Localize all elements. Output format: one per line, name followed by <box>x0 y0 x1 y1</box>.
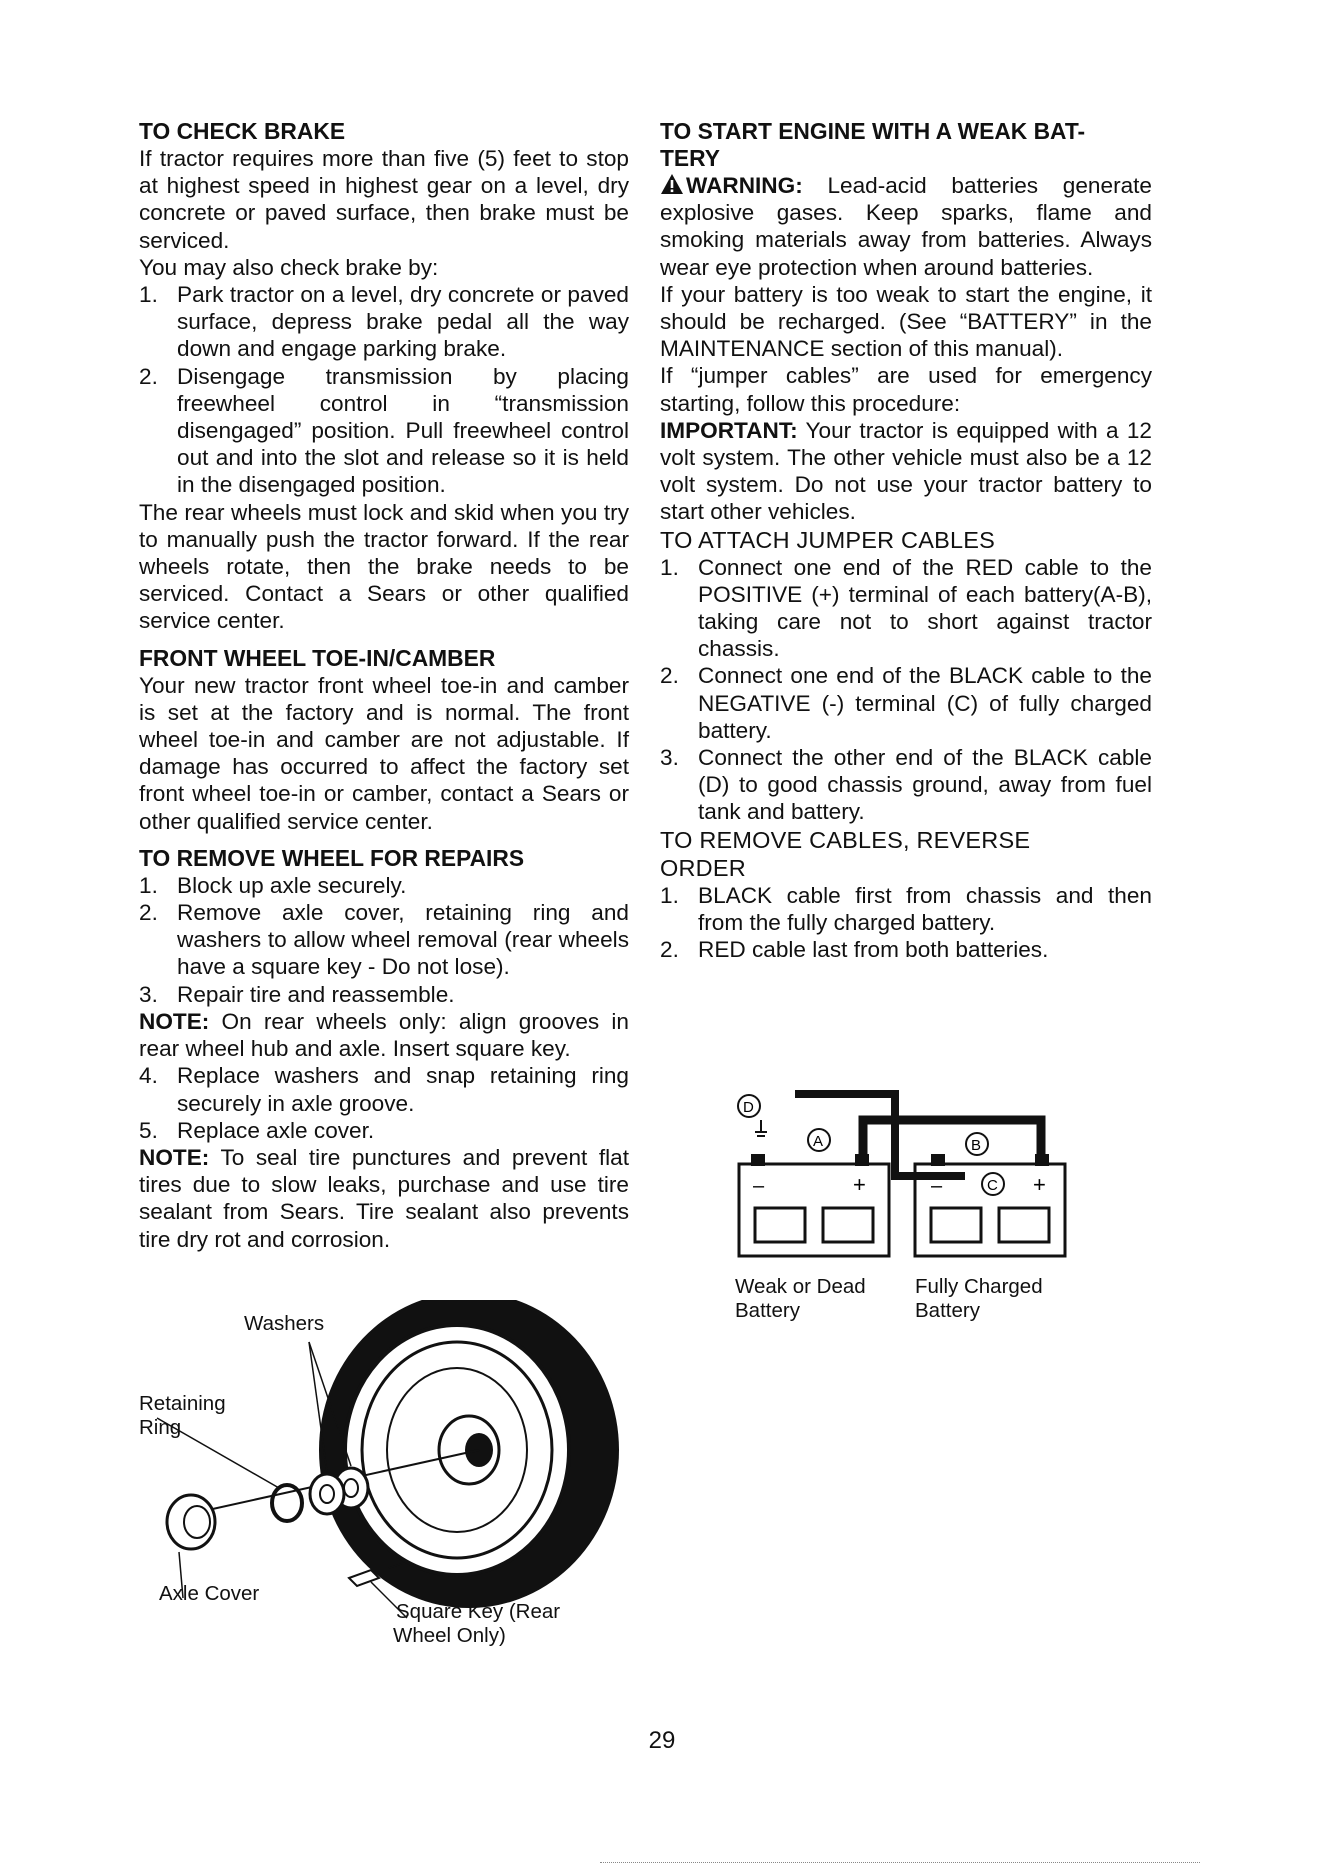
label-b: B <box>971 1137 982 1154</box>
weak-battery-label-1: Weak or Dead <box>735 1275 866 1298</box>
recharge-text: If your battery is too weak to start the engine, it should be recharged. (See “BATTERY” in the MAINTENANCE section of this manual). <box>660 281 1152 362</box>
toe-in-heading: FRONT WHEEL TOE-IN/CAMBER <box>139 644 496 671</box>
left-column <box>139 118 629 1253</box>
battery-diagram <box>735 1080 1075 1260</box>
label-d: D <box>743 1099 754 1116</box>
weak-battery-heading-1: TO START ENGINE WITH A WEAK BAT- <box>660 118 1086 144</box>
check-brake-outro: The rear wheels must lock and skid when you try to manually push the tractor forward. If the rear wheels rotate, then the brake needs to be serviced. Contact a Sears or other qualified service center. <box>139 499 629 634</box>
list-item: 1. Block up axle securely. <box>139 872 407 898</box>
remove-cables-steps <box>660 882 1152 964</box>
check-brake-steps <box>139 281 629 499</box>
weak-battery-heading-2: TERY <box>660 145 720 171</box>
wheel-illustration <box>139 1300 639 1660</box>
label-c: C <box>987 1177 998 1194</box>
list-item: 3. Connect the other end of the BLACK cable (D) to good chassis ground, away from fuel tank and battery. <box>660 745 1152 825</box>
jumper-cables-text: If “jumper cables” are used for emergency starting, follow this procedure: <box>660 363 1152 416</box>
check-brake-also: You may also check brake by: <box>139 254 439 280</box>
plus-charged: + <box>1033 1172 1046 1197</box>
list-item: 5. Replace axle cover. <box>139 1117 375 1143</box>
minus-charged: – <box>931 1175 943 1197</box>
washers-label: Washers <box>244 1312 325 1335</box>
right-column <box>660 118 1152 963</box>
list-item: 1. BLACK cable first from chassis and then from the fully charged battery. <box>660 882 1152 935</box>
list-item: 2. Disengage transmission by placing freewheel control in “transmission disengaged” position. Pull freewheel control out and into the slot and release so it is held in the disengaged position. <box>139 363 629 498</box>
label-a: A <box>813 1133 824 1150</box>
remove-cables-heading-2: ORDER <box>660 854 746 881</box>
square-key-label-1: Square Key (Rear <box>396 1600 561 1623</box>
bottom-edge-artifact <box>600 1862 1200 1863</box>
note-tire-sealant: NOTE: To seal tire punctures and prevent flat tires due to slow leaks, purchase and use tire sealant from Sears. Tire sealant also prevents tire dry rot and corrosion. <box>139 1144 629 1252</box>
wheel-assembly-figure <box>139 1300 639 1660</box>
attach-cables-heading: TO ATTACH JUMPER CABLES <box>660 526 995 553</box>
list-item: 2. RED cable last from both batteries. <box>660 937 1049 963</box>
list-item: 4. Replace washers and snap retaining ring securely in axle groove. <box>139 1063 629 1116</box>
remove-cables-heading-1: TO REMOVE CABLES, REVERSE <box>660 826 1031 853</box>
important-text: IMPORTANT: Your tractor is equipped with a 12 volt system. The other vehicle must also be a 12 volt system. Do not use your tractor battery to start other vehicles. <box>660 417 1152 525</box>
charged-battery-label-1: Fully Charged <box>915 1275 1043 1298</box>
list-item: 1. Park tractor on a level, dry concrete or paved surface, depress brake pedal all the way down and engage parking brake. <box>139 282 629 362</box>
retaining-ring-label-2: Ring <box>139 1416 182 1439</box>
jumper-cable-diagram <box>735 1080 1075 1340</box>
toe-in-text: Your new tractor front wheel toe-in and camber is set at the factory and is normal. The front wheel toe-in and camber are not adjustable. If damage has occurred to affect the factory set front wheel toe-in or camber, contact a Sears or other qualified service center. <box>139 672 629 834</box>
list-item: 1. Connect one end of the RED cable to the POSITIVE (+) terminal of each battery(A-B), taking care not to short against tractor chassis. <box>660 554 1152 662</box>
list-item: 3. Repair tire and reassemble. <box>139 981 455 1007</box>
page-number: 29 <box>648 1727 676 1754</box>
note-rear-wheels: NOTE: On rear wheels only: align grooves in rear wheel hub and axle. Insert square key. <box>139 1008 629 1062</box>
weak-battery-label-2: Battery <box>735 1299 800 1322</box>
remove-wheel-steps-b <box>139 1062 629 1144</box>
square-key-label-2: Wheel Only) <box>393 1624 506 1647</box>
remove-wheel-heading: TO REMOVE WHEEL FOR REPAIRS <box>139 844 525 871</box>
check-brake-intro: If tractor requires more than five (5) feet to stop at highest speed in highest gear on a level, dry concrete or paved surface, then brake must be serviced. <box>139 146 629 253</box>
check-brake-heading: TO CHECK BRAKE <box>139 118 346 144</box>
list-item: 2. Connect one end of the BLACK cable to the NEGATIVE (-) terminal (C) of fully charged battery. <box>660 663 1152 743</box>
remove-wheel-steps-a <box>139 872 629 1008</box>
list-item: 2. Remove axle cover, retaining ring and washers to allow wheel removal (rear wheels have a square key - Do not lose). <box>139 900 629 980</box>
minus-weak: – <box>753 1175 765 1197</box>
attach-cables-steps <box>660 554 1152 826</box>
axle-cover-label: Axle Cover <box>159 1582 260 1605</box>
charged-battery-label-2: Battery <box>915 1299 980 1322</box>
plus-weak: + <box>853 1172 866 1197</box>
warning-text: WARNING: Lead-acid batteries generate explosive gases. Keep sparks, flame and smoking materials away from batteries. Always wear eye protection when around batteries. <box>660 173 1152 280</box>
retaining-ring-label-1: Retaining <box>139 1392 226 1415</box>
warning-triangle-icon <box>660 173 684 195</box>
